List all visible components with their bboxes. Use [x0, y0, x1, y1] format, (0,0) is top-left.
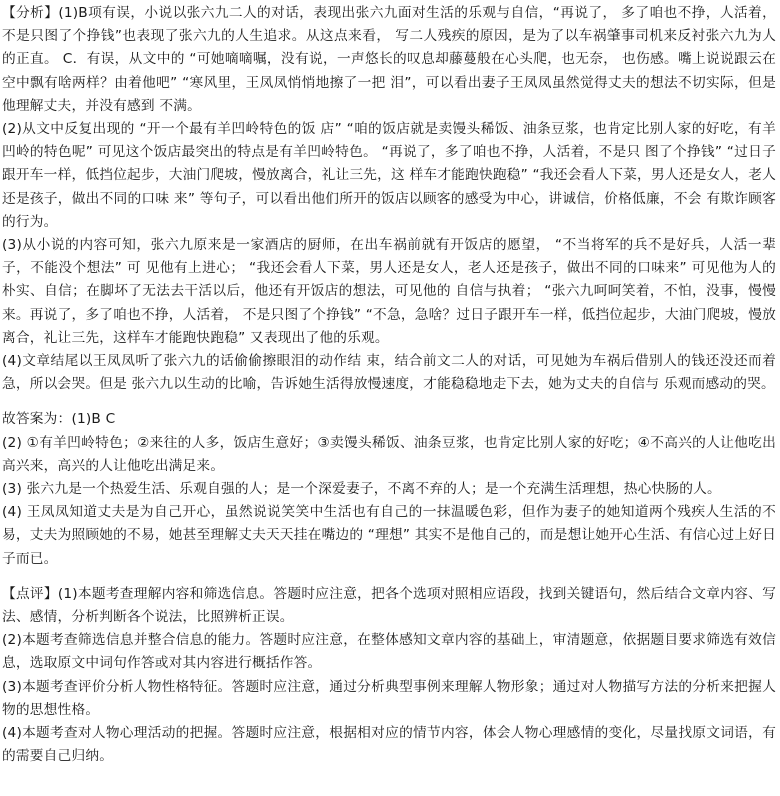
comment-paragraph-4: (4)本题考查对人物心理活动的把握。答题时应注意，根据相对应的情节内容，体会人物心理感情的变化，尽量找原文词语，有的需要自己归纳。 [2, 725, 776, 765]
answer-heading: 故答案为：(1)B C [2, 411, 116, 428]
analysis-paragraph-4: (4)文章结尾以王凤凤听了张六九的话偷偷擦眼泪的动作结 束，结合前文二人的对话，可见她为车祸后借别人的钱还没还而着急，所以会哭。但是 张六九以生动的比喻，告诉她生活得放慢速度，才能稳稳地走下去，她为丈夫的自信与 乐观而感动的哭。 [2, 353, 776, 393]
analysis-paragraph-1: 【分析】(1)B项有误，小说以张六九二人的对话，表现出张六九面对生活的乐观与自信，“再说了， 多了咱也不挣，人活着，不是只图了个挣钱”也表现了张六九的人生追求。从这点来看， 写二人残疾的原因，是为了以车祸肇事司机来反衬张六九为人的正直。 C．有误，从文中的 “可她嘀嘀嘱，没有说，一声悠长的叹息却藤蔓般在心头爬，也无奈， 也伤感。嘴上说说跟云在空中飘有啥两样？由着他吧” “寒风里，王凤凤悄悄地擦了一把 泪”，可以看出妻子王凤凤虽然觉得丈夫的想法不切实际，但是他理解丈夫，并没有感到 不满。 [2, 5, 776, 114]
analysis-paragraph-3: (3)从小说的内容可知，张六九原来是一家酒店的厨师，在出车祸前就有开饭店的愿望， “不当将军的兵不是好兵，人活一辈子，不能没个想法” 可 见他有上进心； “我还会看人下菜，男人还是女人，老人还是孩子，做出不同的口味来” 可见他为人的朴实、自信；在脚坏了无法去干活以后，他还有开饭店的想法，可见他的 自信与执着； “张六九呵呵笑着，不怕，没事，慢慢来。再说了，多了咱也不挣，人活着， 不是只图了个挣钱” “不急，急啥？过日子跟开车一样，低挡位起步，大油门爬坡，慢放 离合，礼让三先，这样车才能跑快跑稳” 又表现出了他的乐观。 [2, 237, 776, 346]
answer-item-4: (4) 王凤凤知道丈夫是为自己开心，虽然说说笑笑中生活也有自己的一抹温暖色彩，但作为妻子的她知道两个残疾人生活的不易，丈夫为照顾她的不易，她甚至理解丈夫天天挂在嘴边的 “理想” 其实不是他自己的，而是想让她开心生活、有信心过上好日子而已。 [2, 504, 776, 567]
comment-paragraph-1: 【点评】(1)本题考查理解内容和筛选信息。答题时应注意，把各个选项对照相应语段，找到关键语句，然后结合文章内容、写法、感情，分析判断各个说法，比照辨析正误。 [2, 585, 776, 626]
comment-paragraph-2: (2)本题考查筛选信息并整合信息的能力。答题时应注意，在整体感知文章内容的基础上，审清题意，依据题目要求筛选有效信息，选取原文中词句作答或对其内容进行概括作答。 [2, 632, 776, 672]
analysis-paragraph-2: (2)从文中反复出现的 “开一个最有羊凹岭特色的饭 店” “咱的饭店就是卖馒头稀饭、油条豆浆，也肯定比别人家的好吃，有羊凹岭的特色呢” 可见这个饭店最突出的特点是有羊凹岭特色。 “再说了，多了咱也不挣，人活着，不是只 图了个挣钱” “过日子跟开车一样，低挡位起步，大油门爬坡，慢放离合，礼让三先，这 样车才能跑快跑稳” “我还会看人下菜，男人还是女人，老人还是孩子，做出不同的口味 来” 等句子，可以看出他们所开的饭店以顾客的感受为中心，讲诚信，价格低廉，不会 有欺诈顾客的行为。 [2, 121, 776, 230]
section-spacer [2, 571, 776, 583]
answer-item-3: (3) 张六九是一个热爱生活、乐观自强的人；是一个深爱妻子，不离不弃的人；是一个充满生活理想，热心快肠的人。 [2, 481, 721, 498]
answer-item-2: (2) ①有羊凹岭特色；②来往的人多，饭店生意好；③卖馒头稀饭、油条豆浆，也肯定比别人家的好吃；④不高兴的人让他吃出高兴来，高兴的人让他吃出满足来。 [2, 434, 776, 474]
analysis-section [2, 2, 776, 396]
section-spacer [2, 396, 776, 408]
answer-section [2, 408, 776, 570]
comment-paragraph-3: (3)本题考查评价分析人物性格特征。答题时应注意，通过分析典型事例来理解人物形象；通过对人物描写方法的分析来把握人物的思想性格。 [2, 678, 776, 718]
comment-section [2, 583, 776, 769]
